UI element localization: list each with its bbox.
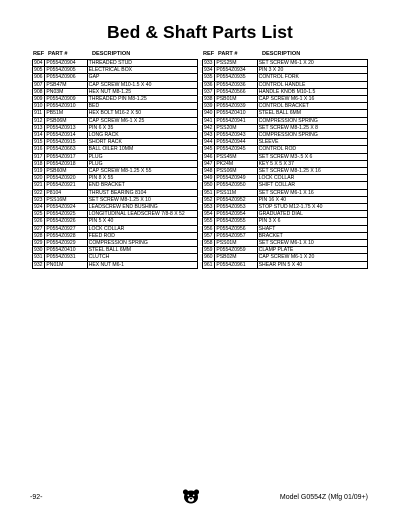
- cell-desc: SHORT RACK: [87, 139, 197, 146]
- cell-ref: 929: [33, 240, 45, 247]
- cell-desc: SET SCREW M6-1 X 10: [257, 240, 367, 247]
- header-ref: REF: [33, 51, 45, 57]
- cell-part: PSS01M: [215, 240, 257, 247]
- cell-part: P0554Z0926: [45, 218, 87, 225]
- parts-row: [203, 124, 368, 131]
- cell-desc: CAP SCREW M8-1.25 X 55: [87, 168, 197, 175]
- parts-row: [33, 139, 198, 146]
- parts-row: [203, 225, 368, 232]
- parts-row: [203, 175, 368, 182]
- parts-row: [203, 240, 368, 247]
- cell-desc: HEX NUT M6-1: [87, 261, 197, 268]
- cell-ref: 913: [33, 124, 45, 131]
- cell-ref: 955: [203, 218, 215, 225]
- cell-desc: PIN 5 X 40: [87, 218, 197, 225]
- parts-row: [203, 74, 368, 81]
- cell-desc: CLAMP PLATE: [257, 247, 367, 254]
- parts-table-left: [32, 59, 198, 269]
- cell-ref: 936: [203, 81, 215, 88]
- cell-part: P0554Z0950: [215, 182, 257, 189]
- page-title: Bed & Shaft Parts List: [107, 22, 293, 42]
- cell-part: P0554Z0945: [215, 146, 257, 153]
- parts-row: [203, 168, 368, 175]
- parts-row: [33, 175, 198, 182]
- cell-desc: SHAFT: [257, 225, 367, 232]
- cell-desc: CLUTCH: [87, 254, 197, 261]
- cell-ref: 914: [33, 132, 45, 139]
- cell-part: P0554Z0924: [45, 204, 87, 211]
- cell-desc: THREADED STUD: [87, 60, 197, 67]
- cell-desc: STEEL BALL 6MM: [257, 110, 367, 117]
- cell-ref: 943: [203, 132, 215, 139]
- parts-row: [33, 67, 198, 74]
- cell-desc: PLUG: [87, 153, 197, 160]
- cell-desc: CAP SCREW M6-1 X 16: [257, 96, 367, 103]
- parts-row: [33, 240, 198, 247]
- parts-row: [33, 254, 198, 261]
- cell-part: PSB47M: [45, 81, 87, 88]
- cell-part: P0554Z0949: [215, 175, 257, 182]
- cell-part: P0554Z0957: [215, 232, 257, 239]
- cell-desc: CONTROL ROD: [257, 146, 367, 153]
- parts-row: [203, 160, 368, 167]
- parts-row: [203, 196, 368, 203]
- parts-table-right: [202, 59, 368, 269]
- cell-ref: 909: [33, 96, 45, 103]
- parts-row: [203, 81, 368, 88]
- cell-part: P0554Z0917: [45, 153, 87, 160]
- header-part: PART #: [218, 51, 238, 57]
- cell-ref: 918: [33, 160, 45, 167]
- cell-desc: SHEAR PIN 5 X 40: [257, 261, 367, 268]
- cell-part: P0554Z0959: [215, 247, 257, 254]
- cell-part: P0554Z0929: [45, 240, 87, 247]
- cell-ref: 940: [203, 110, 215, 117]
- cell-part: PSB60M: [45, 168, 87, 175]
- parts-row: [203, 96, 368, 103]
- cell-part: PSB06M: [45, 117, 87, 124]
- cell-part: P0554Z0961: [215, 261, 257, 268]
- cell-ref: 934: [203, 67, 215, 74]
- parts-row: [33, 160, 198, 167]
- cell-part: P0554Z0909: [45, 96, 87, 103]
- cell-ref: 921: [33, 182, 45, 189]
- cell-ref: 933: [203, 60, 215, 67]
- cell-ref: 912: [33, 117, 45, 124]
- parts-column-left: [32, 50, 198, 269]
- cell-desc: SHIFT COLLAR: [257, 182, 367, 189]
- parts-row: [33, 146, 198, 153]
- cell-part: P0554Z0914: [45, 132, 87, 139]
- cell-desc: SET SCREW M8-1.25 X 16: [257, 168, 367, 175]
- cell-desc: PIN 6 X 35: [87, 124, 197, 131]
- cell-part: PSS16M: [45, 196, 87, 203]
- cell-ref: 937: [203, 88, 215, 95]
- cell-desc: HEX BOLT M16-2 X 50: [87, 110, 197, 117]
- cell-ref: 926: [33, 218, 45, 225]
- cell-part: P0554Z0921: [45, 182, 87, 189]
- cell-ref: 957: [203, 232, 215, 239]
- cell-desc: COMPRESSION SPRING: [257, 132, 367, 139]
- cell-ref: 925: [33, 211, 45, 218]
- cell-part: P0554Z0910: [45, 103, 87, 110]
- cell-desc: PLUG: [87, 160, 197, 167]
- cell-part: P0554Z0925: [45, 211, 87, 218]
- cell-part: PSS45M: [215, 153, 257, 160]
- cell-ref: 958: [203, 240, 215, 247]
- cell-part: PSS25M: [215, 60, 257, 67]
- cell-ref: 917: [33, 153, 45, 160]
- cell-desc: KEY 5 X 5 X 37: [257, 160, 367, 167]
- cell-part: P8104: [45, 189, 87, 196]
- cell-ref: 911: [33, 110, 45, 117]
- cell-ref: 945: [203, 146, 215, 153]
- cell-desc: LEADSCREW END BUSHING: [87, 204, 197, 211]
- cell-desc: GAP: [87, 74, 197, 81]
- parts-row: [33, 124, 198, 131]
- parts-row: [33, 211, 198, 218]
- parts-row: [203, 132, 368, 139]
- cell-desc: PIN 3 X 6: [257, 218, 367, 225]
- cell-ref: 920: [33, 175, 45, 182]
- parts-row: [33, 232, 198, 239]
- header-description: DESCRIPTION: [92, 51, 131, 57]
- cell-ref: 946: [203, 153, 215, 160]
- parts-row: [203, 204, 368, 211]
- cell-ref: 952: [203, 196, 215, 203]
- cell-part: PK24M: [215, 160, 257, 167]
- cell-part: P0554Z0931: [45, 254, 87, 261]
- parts-row: [33, 168, 198, 175]
- cell-part: P0554Z0920: [45, 175, 87, 182]
- cell-part: P0554Z0913: [45, 124, 87, 131]
- cell-desc: ELECTRICAL BOX: [87, 67, 197, 74]
- parts-row: [33, 81, 198, 88]
- cell-desc: STEEL BALL 6MM: [87, 247, 197, 254]
- parts-row: [203, 211, 368, 218]
- cell-ref: 960: [203, 254, 215, 261]
- cell-part: P0554Z0928: [45, 232, 87, 239]
- parts-row: [33, 196, 198, 203]
- parts-row: [203, 139, 368, 146]
- parts-row: [33, 103, 198, 110]
- parts-row: [203, 232, 368, 239]
- cell-ref: 950: [203, 182, 215, 189]
- cell-desc: BRACKET: [257, 232, 367, 239]
- cell-desc: SET SCREW M6-1 X 20: [257, 60, 367, 67]
- cell-ref: 931: [33, 254, 45, 261]
- parts-row: [203, 189, 368, 196]
- parts-row: [203, 261, 368, 268]
- cell-part: PN01M: [45, 261, 87, 268]
- cell-ref: 927: [33, 225, 45, 232]
- cell-desc: LONG RACK: [87, 132, 197, 139]
- cell-desc: CONTROL HANDLE: [257, 81, 367, 88]
- cell-ref: 916: [33, 146, 45, 153]
- cell-ref: 939: [203, 103, 215, 110]
- cell-part: P0554Z0934: [215, 67, 257, 74]
- parts-row: [203, 103, 368, 110]
- parts-row: [33, 96, 198, 103]
- cell-ref: 938: [203, 96, 215, 103]
- parts-row: [203, 60, 368, 67]
- cell-part: P0554Z0410: [45, 247, 87, 254]
- cell-ref: 905: [33, 67, 45, 74]
- cell-ref: 930: [33, 247, 45, 254]
- cell-desc: CAP SCREW M10-1.5 X 40: [87, 81, 197, 88]
- cell-part: P0554Z0954: [215, 211, 257, 218]
- cell-desc: BED: [87, 103, 197, 110]
- cell-ref: 948: [203, 168, 215, 175]
- cell-desc: FEED ROD: [87, 232, 197, 239]
- cell-ref: 954: [203, 211, 215, 218]
- cell-part: P0554Z0944: [215, 139, 257, 146]
- cell-ref: 915: [33, 139, 45, 146]
- cell-part: PSS06M: [215, 168, 257, 175]
- cell-part: PB51M: [45, 110, 87, 117]
- cell-ref: 959: [203, 247, 215, 254]
- cell-ref: 953: [203, 204, 215, 211]
- cell-part: P0554Z0566: [215, 88, 257, 95]
- cell-desc: CONTROL FORK: [257, 74, 367, 81]
- parts-row: [33, 60, 198, 67]
- cell-part: PSS11M: [215, 189, 257, 196]
- parts-row: [203, 247, 368, 254]
- cell-ref: 941: [203, 117, 215, 124]
- parts-row: [33, 225, 198, 232]
- cell-desc: PIN 3 X 20: [257, 67, 367, 74]
- parts-row: [203, 88, 368, 95]
- cell-desc: LOCK COLLAR: [87, 225, 197, 232]
- cell-desc: HANDLE KNOB M10-1.5: [257, 88, 367, 95]
- parts-row: [203, 146, 368, 153]
- cell-part: P0554Z0663: [45, 146, 87, 153]
- header-ref: REF: [203, 51, 215, 57]
- parts-row: [203, 182, 368, 189]
- bear-logo-icon: [182, 488, 200, 509]
- cell-part: P0554Z0941: [215, 117, 257, 124]
- cell-ref: 922: [33, 189, 45, 196]
- parts-row: [33, 218, 198, 225]
- cell-ref: 944: [203, 139, 215, 146]
- cell-ref: 910: [33, 103, 45, 110]
- cell-ref: 907: [33, 81, 45, 88]
- cell-desc: CAP SCREW M6-1 X 25: [87, 117, 197, 124]
- cell-ref: 924: [33, 204, 45, 211]
- cell-desc: PIN 8 X 55: [87, 175, 197, 182]
- cell-part: P0554Z0952: [215, 196, 257, 203]
- cell-desc: SET SCREW M3-.5 X 6: [257, 153, 367, 160]
- cell-part: P0554Z0956: [215, 225, 257, 232]
- parts-row: [33, 204, 198, 211]
- cell-ref: 923: [33, 196, 45, 203]
- cell-part: PSB01M: [215, 96, 257, 103]
- parts-row: [33, 88, 198, 95]
- cell-desc: GRADUATED DIAL: [257, 211, 367, 218]
- cell-part: P0554Z0918: [45, 160, 87, 167]
- model-label: Model G0554Z (Mfg 01/09+): [279, 494, 368, 501]
- parts-row: [33, 189, 198, 196]
- cell-ref: 949: [203, 175, 215, 182]
- parts-row: [33, 110, 198, 117]
- cell-desc: LOCK COLLAR: [257, 175, 367, 182]
- parts-row: [33, 153, 198, 160]
- column-headers: [32, 50, 198, 59]
- cell-desc: THREADED PIN M8-1.25: [87, 96, 197, 103]
- cell-ref: 947: [203, 160, 215, 167]
- cell-part: P0554Z0906: [45, 74, 87, 81]
- cell-part: P0554Z0939: [215, 103, 257, 110]
- parts-row: [203, 117, 368, 124]
- cell-desc: THRUST BEARING 8104: [87, 189, 197, 196]
- cell-part: P0554Z0927: [45, 225, 87, 232]
- parts-row: [203, 67, 368, 74]
- parts-row: [203, 110, 368, 117]
- cell-part: P0554Z0915: [45, 139, 87, 146]
- cell-desc: SET SCREW M8-1.25 X 8: [257, 124, 367, 131]
- cell-ref: 956: [203, 225, 215, 232]
- parts-row: [33, 74, 198, 81]
- cell-ref: 932: [33, 261, 45, 268]
- cell-desc: PIN 16 X 40: [257, 196, 367, 203]
- cell-desc: SET SCREW M6-1 X 16: [257, 189, 367, 196]
- parts-row: [203, 153, 368, 160]
- header-part: PART #: [48, 51, 68, 57]
- cell-ref: 904: [33, 60, 45, 67]
- column-headers: [202, 50, 368, 59]
- cell-ref: 961: [203, 261, 215, 268]
- parts-row: [33, 182, 198, 189]
- cell-desc: BALL OILER 10MM: [87, 146, 197, 153]
- cell-ref: 928: [33, 232, 45, 239]
- cell-desc: LONGITUDINAL LEADSCREW 7/8-8 X 52: [87, 211, 197, 218]
- parts-row: [33, 132, 198, 139]
- cell-ref: 906: [33, 74, 45, 81]
- page-number: -92-: [30, 494, 43, 501]
- cell-part: P0554Z0935: [215, 74, 257, 81]
- cell-part: P0554Z0955: [215, 218, 257, 225]
- cell-desc: END BRACKET: [87, 182, 197, 189]
- cell-ref: 919: [33, 168, 45, 175]
- cell-part: P0554Z0904: [45, 60, 87, 67]
- cell-desc: COMPRESSION SPRING: [257, 117, 367, 124]
- cell-part: PSS20M: [215, 124, 257, 131]
- cell-desc: CAP SCREW M6-1 X 20: [257, 254, 367, 261]
- cell-desc: SLEEVE: [257, 139, 367, 146]
- parts-row: [33, 117, 198, 124]
- cell-part: P0554Z0905: [45, 67, 87, 74]
- parts-row: [33, 261, 198, 268]
- cell-part: P0554Z0953: [215, 204, 257, 211]
- parts-row: [33, 247, 198, 254]
- cell-desc: CONTROL BRACKET: [257, 103, 367, 110]
- header-description: DESCRIPTION: [262, 51, 301, 57]
- cell-part: PSB02M: [215, 254, 257, 261]
- cell-part: PN03M: [45, 88, 87, 95]
- cell-ref: 951: [203, 189, 215, 196]
- cell-ref: 942: [203, 124, 215, 131]
- cell-part: P0554Z0936: [215, 81, 257, 88]
- cell-desc: STOP STUD M12-1.75 X 40: [257, 204, 367, 211]
- cell-ref: 908: [33, 88, 45, 95]
- parts-row: [203, 254, 368, 261]
- cell-ref: 935: [203, 74, 215, 81]
- parts-row: [203, 218, 368, 225]
- cell-part: P0554Z0410: [215, 110, 257, 117]
- parts-column-right: [202, 50, 368, 269]
- cell-part: P0554Z0943: [215, 132, 257, 139]
- cell-desc: HEX NUT M8-1.25: [87, 88, 197, 95]
- cell-desc: COMPRESSION SPRING: [87, 240, 197, 247]
- cell-desc: SET SCREW M8-1.25 X 10: [87, 196, 197, 203]
